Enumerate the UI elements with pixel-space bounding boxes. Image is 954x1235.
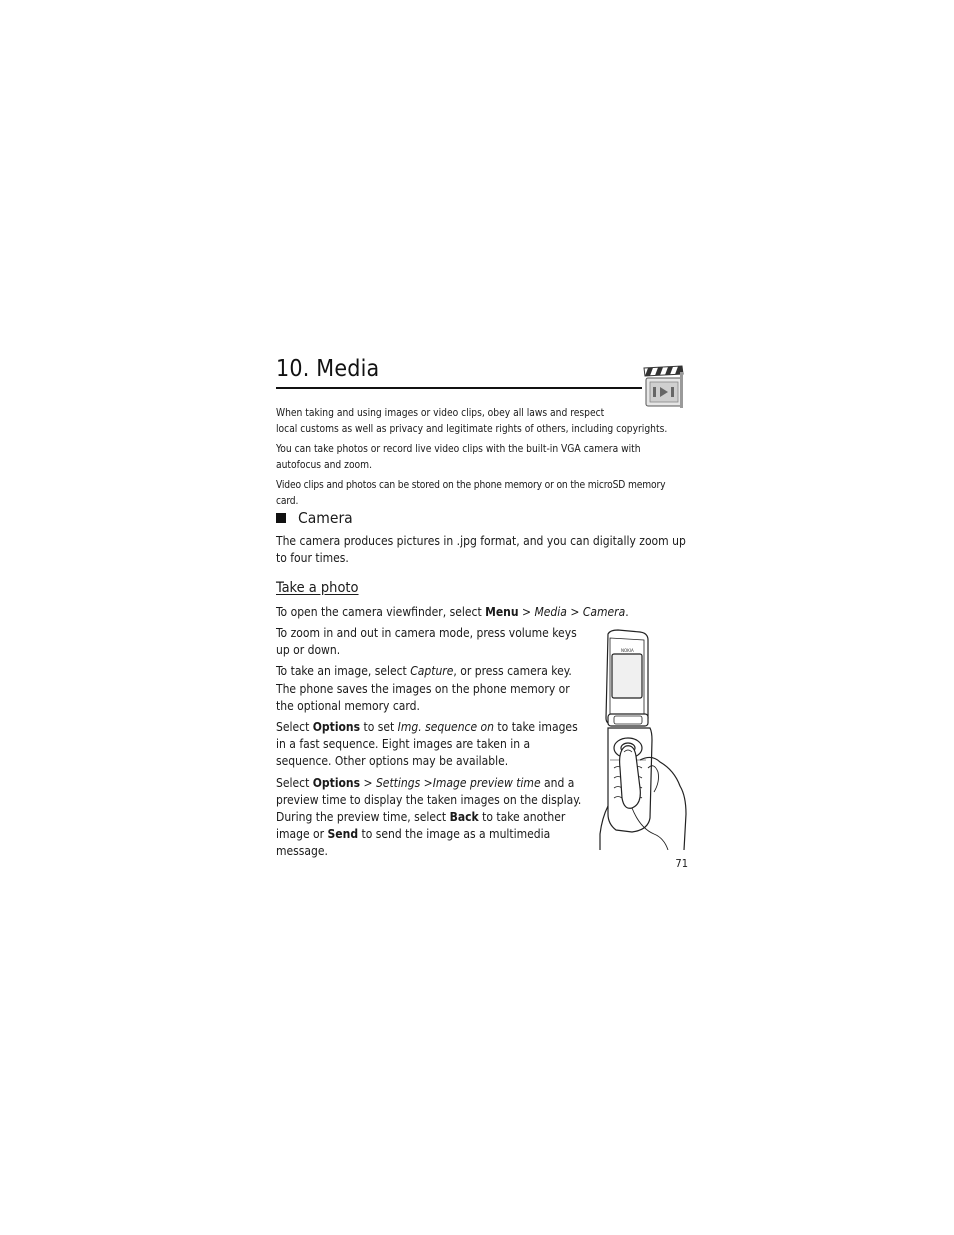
svg-text:NOKIA: NOKIA (621, 648, 634, 653)
intro-text (276, 406, 688, 514)
intro-paragraph-1: When taking and using images or video clips, obey all laws and respect local customs as well as privacy and legitimate rights of others, including copyrights. (276, 408, 668, 435)
take-photo-body (276, 625, 588, 865)
capture-paragraph: To take an image, select Capture, or press camera key. The phone saves the images on the phone memory or the optional memory card. (276, 664, 572, 713)
square-bullet-icon (276, 513, 286, 523)
title-rule (276, 387, 642, 389)
camera-description: The camera produces pictures in .jpg format, and you can digitally zoom up to four times. (276, 534, 686, 565)
subheading-take-a-photo: Take a photo (276, 580, 359, 596)
open-viewfinder-text: To open the camera viewfinder, select Menu > Media > Camera. (276, 605, 629, 619)
sequence-paragraph: Select Options to set Img. sequence on to take images in a fast sequence. Eight images are taken in a sequence. Other options may be available. (276, 720, 578, 769)
chapter-title: 10. Media (276, 356, 380, 382)
section-heading-camera: Camera (276, 509, 353, 527)
preview-paragraph: Select Options > Settings >Image preview time and a preview time to display the taken images on the display. During the preview time, select Back to take another image or Send to send the image as a multimedia message. (276, 775, 582, 859)
media-clapperboard-icon (640, 364, 688, 410)
intro-paragraph-2: You can take photos or record live video clips with the built-in VGA camera with autofocus and zoom. (276, 444, 641, 471)
phone-in-hand-illustration (588, 628, 694, 850)
page-number: 71 (675, 857, 688, 870)
intro-paragraph-3: Video clips and photos can be stored on the phone memory or on the microSD memory card. (276, 480, 666, 507)
zoom-paragraph: To zoom in and out in camera mode, press volume keys up or down. (276, 626, 577, 658)
